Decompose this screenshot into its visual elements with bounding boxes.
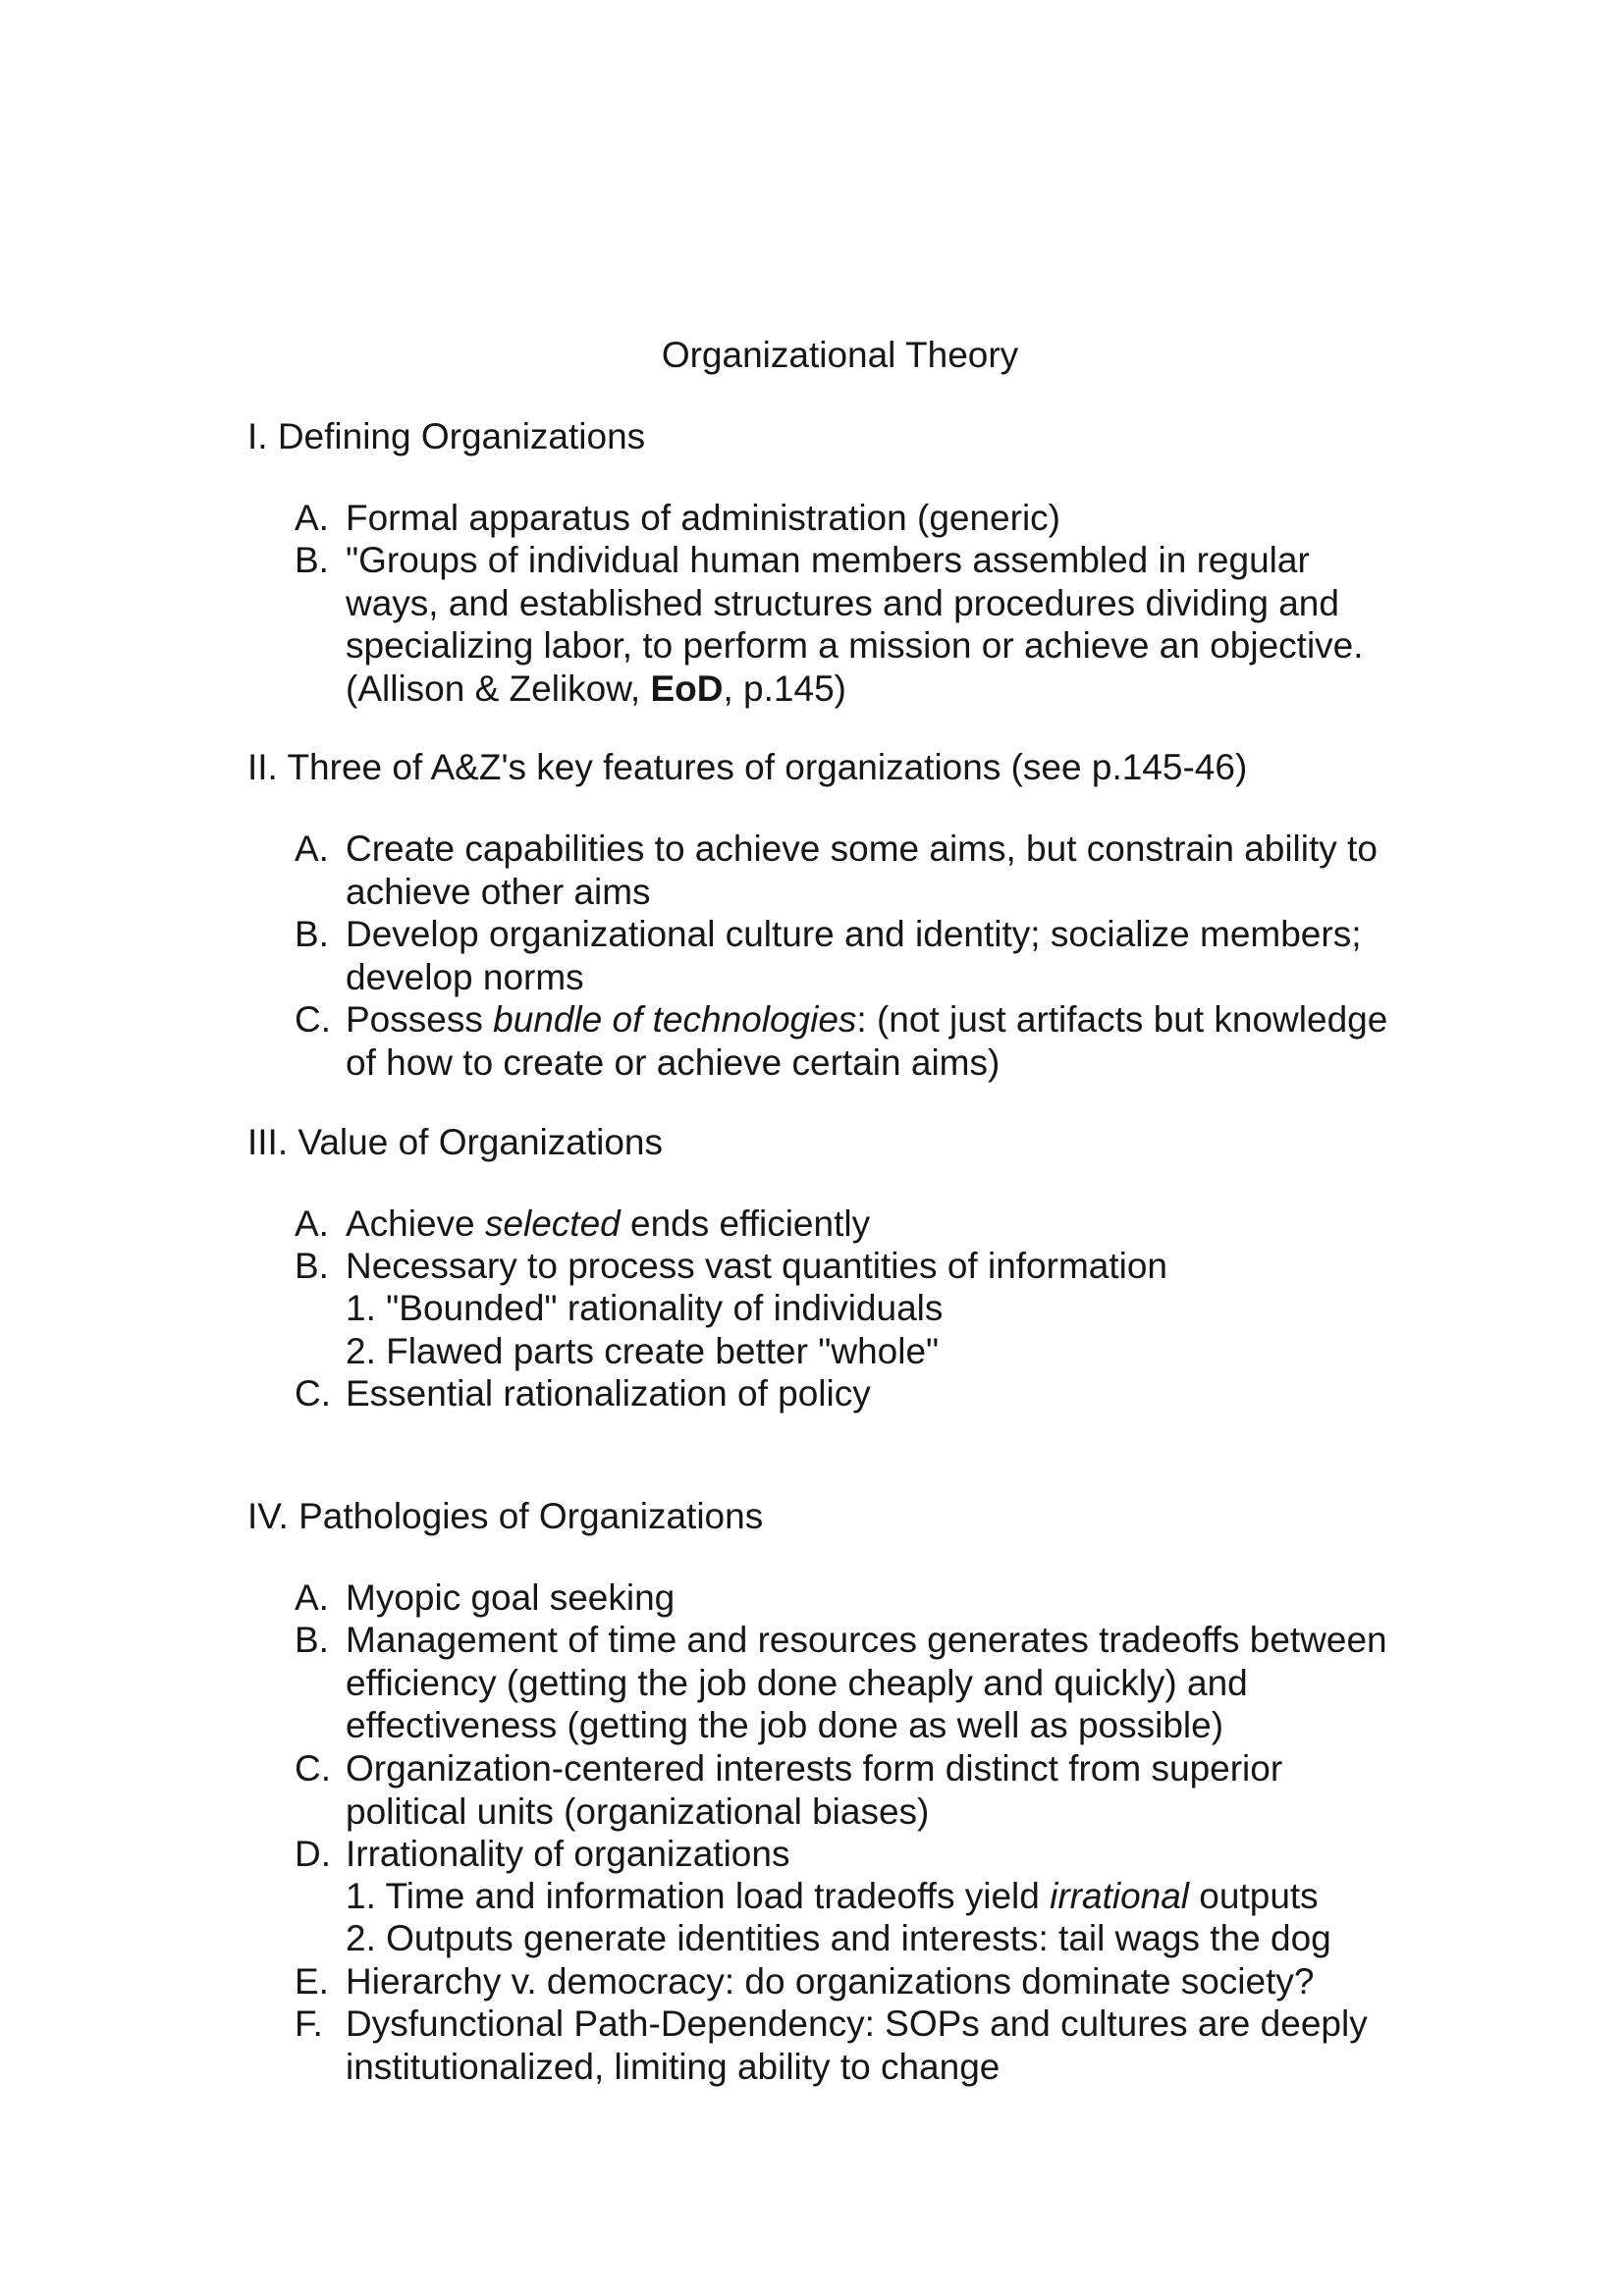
item-line (346, 998, 1424, 1041)
italic-term: bundle of technologies (493, 999, 857, 1040)
item-marker: C. (295, 999, 331, 1040)
citation-book-title: EoD (650, 667, 724, 709)
list-item-4a (295, 1576, 1424, 1620)
list-item-2a (295, 828, 1424, 913)
item-marker: B. (295, 1246, 329, 1286)
text-run: 1. Time and information load tradeoffs yield (346, 1876, 1051, 1916)
section-heading-pathologies: IV. Pathologies of Organizations (247, 1496, 764, 1536)
list-item-4f (295, 2002, 1424, 2088)
list-item-3a (295, 1202, 1424, 1246)
item-text: Hierarchy v. democracy: do organizations dominate society? (346, 1961, 1315, 2002)
item-line: Organization-centered interests form distinct from superior (346, 1748, 1283, 1789)
list-item-4d (295, 1833, 1424, 1876)
item-marker: A. (295, 828, 329, 869)
list-item-2c (295, 998, 1424, 1084)
item-marker: E. (295, 1961, 329, 2002)
item-text (346, 1202, 1424, 1246)
item-marker: B. (295, 914, 329, 954)
item-line: efficiency (getting the job done cheaply and quickly) and (346, 1662, 1248, 1703)
section-heading-value-of-organizations: III. Value of Organizations (247, 1122, 663, 1162)
item-text-block (346, 913, 1424, 998)
citation-prefix: (Allison & Zelikow, (346, 667, 651, 709)
item-marker: D. (295, 1834, 331, 1874)
item-line: achieve other aims (346, 871, 651, 912)
item-line: ways, and established structures and procedures dividing and (346, 582, 1339, 623)
item-marker: B. (295, 1620, 329, 1660)
item-line-citation (346, 667, 1424, 711)
list-item-4e (295, 1960, 1424, 2003)
item-line: Create capabilities to achieve some aims, but constrain ability to (346, 828, 1378, 869)
item-text: Necessary to process vast quantities of information (346, 1246, 1167, 1286)
item-text-block (346, 2002, 1424, 2088)
item-line: "Groups of individual human members assembled in regular (346, 540, 1310, 580)
list-item-4b (295, 1619, 1424, 1747)
italic-term: irrational (1050, 1876, 1190, 1916)
item-marker: A. (295, 1577, 329, 1618)
italic-term: selected (484, 1203, 621, 1244)
item-line: specializing labor, to perform a mission or achieve an objective. (346, 625, 1364, 666)
item-text: Essential rationalization of policy (346, 1373, 871, 1414)
list-item-3c (295, 1372, 1424, 1415)
sub-item-3b-2: 2. Flawed parts create better "whole" (346, 1331, 940, 1371)
item-text: Irrationality of organizations (346, 1834, 790, 1874)
item-line: Develop organizational culture and identity; socialize members; (346, 914, 1362, 954)
text-run: Possess (346, 999, 494, 1040)
list-item-4c (295, 1747, 1424, 1833)
item-marker: C. (295, 1748, 331, 1789)
list-item-1b (295, 539, 1424, 710)
sub-item-4d-1 (346, 1875, 1426, 1918)
text-run: : (not just artifacts but knowledge (856, 999, 1388, 1040)
item-text: Myopic goal seeking (346, 1577, 676, 1618)
item-text-block (346, 828, 1424, 913)
item-text-block (346, 1619, 1424, 1747)
sub-item-4d-2: 2. Outputs generate identities and interests: tail wags the dog (346, 1918, 1331, 1958)
item-text-block (346, 998, 1424, 1084)
item-text-block (346, 1747, 1424, 1833)
citation-suffix: , p.145) (723, 667, 846, 709)
item-line: of how to create or achieve certain aims) (346, 1041, 1001, 1083)
item-marker: F. (295, 2003, 323, 2044)
item-line: institutionalized, limiting ability to change (346, 2046, 1001, 2087)
item-marker: B. (295, 540, 329, 580)
section-heading-defining-organizations: I. Defining Organizations (247, 416, 646, 456)
text-run: ends efficiently (620, 1203, 871, 1244)
item-line: political units (organizational biases) (346, 1790, 930, 1832)
item-marker: A. (295, 498, 329, 538)
list-item-1a (295, 497, 1424, 540)
text-run: outputs (1189, 1876, 1319, 1916)
item-line: develop norms (346, 956, 584, 997)
text-run: Achieve (346, 1203, 485, 1244)
item-marker: C. (295, 1373, 331, 1414)
section-heading-key-features: II. Three of A&Z's key features of organizations (see p.145-46) (247, 747, 1248, 787)
page-title: Organizational Theory (661, 335, 1019, 375)
list-item-2b (295, 913, 1424, 998)
sub-item-3b-1: 1. "Bounded" rationality of individuals (346, 1288, 944, 1328)
item-line: Management of time and resources generates tradeoffs between (346, 1620, 1387, 1660)
item-text-block (346, 539, 1424, 710)
item-line: effectiveness (getting the job done as well as possible) (346, 1705, 1224, 1745)
list-item-3b (295, 1245, 1424, 1288)
item-text: Formal apparatus of administration (generic) (346, 498, 1060, 538)
item-marker: A. (295, 1203, 329, 1244)
item-line: Dysfunctional Path-Dependency: SOPs and cultures are deeply (346, 2003, 1368, 2044)
